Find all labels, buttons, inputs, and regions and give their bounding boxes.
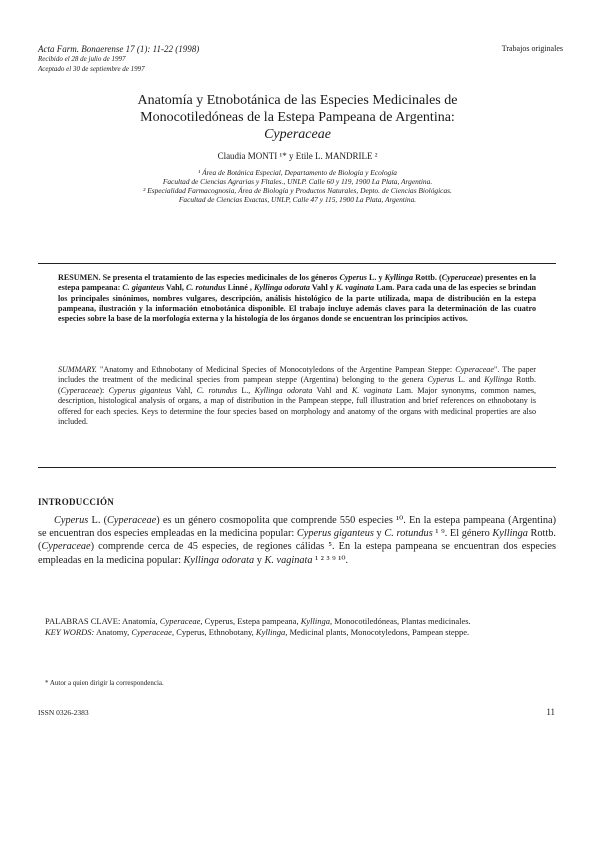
page-number: 11: [546, 707, 555, 717]
affiliation-line-3: ² Especialidad Farmacognosia, Área de Biología y Productos Naturales, Depto. de Ciencias Biológicas.: [143, 186, 452, 195]
paper-title: [40, 92, 555, 143]
section-heading-introduccion: INTRODUCCIÓN: [38, 497, 115, 507]
top-divider: [38, 263, 556, 264]
affiliations: [40, 168, 555, 204]
summary-english: SUMMARY. "Anatomy and Ethnobotany of Medicinal Species of Monocotyledons of the Argentine Pampean Steppe: Cyperaceae". The paper includes the treatment of the medicinal species from pampean steppe (Argentina) belonging to the genera Cyperus L. and Kyllinga Rottb. (Cyperaceae): Cyperus giganteus Vahl, C. rotundus L., Kyllinga odorata Vahl and K. vaginata Lam. Major synonyms, common names, description, histological analysis of organs, a map of distribution in the Pampean steppe, full illustration and brief references on ethnobotany is offered for each species. Keys to determine the four species based on morphology and anatomy of the organs with medicinal properties are also included.: [58, 365, 537, 427]
journal-citation: Acta Farm. Bonaerense 17 (1): 11-22 (1998): [38, 44, 200, 54]
footnote: * Autor a quien dirigir la correspondencia.: [45, 679, 164, 687]
bottom-divider: [38, 467, 556, 468]
affiliation-line-1: ¹ Área de Botánica Especial, Departamento de Biología y Ecología: [198, 168, 397, 177]
affiliation-line-4: Facultad de Ciencias Exactas, UNLP, Calle 47 y 115, 1900 La Plata, Argentina.: [178, 195, 417, 204]
introduction-paragraph: Cyperus L. (Cyperaceae) es un género cosmopolita que comprende 550 especies ¹⁰. En la estepa pampeana (Argentina) se encuentran dos especies empleadas en la medicina popular: Cyperus giganteus y C. rotundus ¹ ⁹. El género Kyllinga Rottb. (Cyperaceae) comprende cerca de 45 especies, de regiones cálidas ⁵. En la estepa pampeana se encuentran dos especies empleadas en la medicina popular: Kyllinga odorata y K. vaginata ¹ ² ³ ⁹ ¹⁰.: [38, 515, 556, 566]
keywords-spanish: PALABRAS CLAVE: Anatomía, Cyperaceae, Cyperus, Estepa pampeana, Kyllinga, Monocotiledóneas, Plantas medicinales.: [45, 616, 471, 626]
section-label: Trabajos originales: [501, 44, 563, 53]
affiliation-line-2: Facultad de Ciencias Agrarias y Fltales., UNLP. Calle 60 y 119, 1900 La Plata, Argentina.: [162, 177, 433, 186]
accepted-date: Aceptado el 30 de septiembre de 1997: [38, 65, 145, 73]
author-list: Claudia MONTI ¹* y Etile L. MANDRILE ²: [217, 151, 378, 161]
issn: ISSN 0326-2383: [38, 708, 89, 717]
title-line-3: Cyperaceae: [264, 127, 331, 142]
received-date: Recibido el 28 de julio de 1997: [38, 55, 126, 63]
abstract-spanish: RESUMEN. Se presenta el tratamiento de las especies medicinales de los géneros Cyperus L. y Kyllinga Rottb. (Cyperaceae) presentes en la estepa pampeana: C. giganteus Vahl, C. rotundus Linné , Kyllinga odorata Vahl y K. vaginata Lam. Para cada una de las especies se brindan los principales sinónimos, nombres vulgares, descripción, análisis histológico de la parte utilizada, mapa de distribución en la estepa pampeana, ilustración y la información etnobotánica disponible. El trabajo incluye además claves para la determinación de las cuatro especies sobre la base de la morfología externa y la histología de los órganos donde se encuentran los principios activos.: [58, 273, 537, 324]
title-line-1: Anatomía y Etnobotánica de las Especies Medicinales de: [137, 93, 458, 108]
keywords-english: KEY WORDS: Anatomy, Cyperaceae, Cyperus, Ethnobotany, Kyllinga, Medicinal plants, Monocotyledons, Pampean steppe.: [45, 626, 470, 637]
keywords-block: [45, 616, 533, 638]
abstract-label: RESUMEN.: [58, 273, 101, 282]
summary-label: SUMMARY.: [58, 365, 97, 374]
title-line-2: Monocotiledóneas de la Estepa Pampeana de Argentina:: [140, 110, 455, 125]
